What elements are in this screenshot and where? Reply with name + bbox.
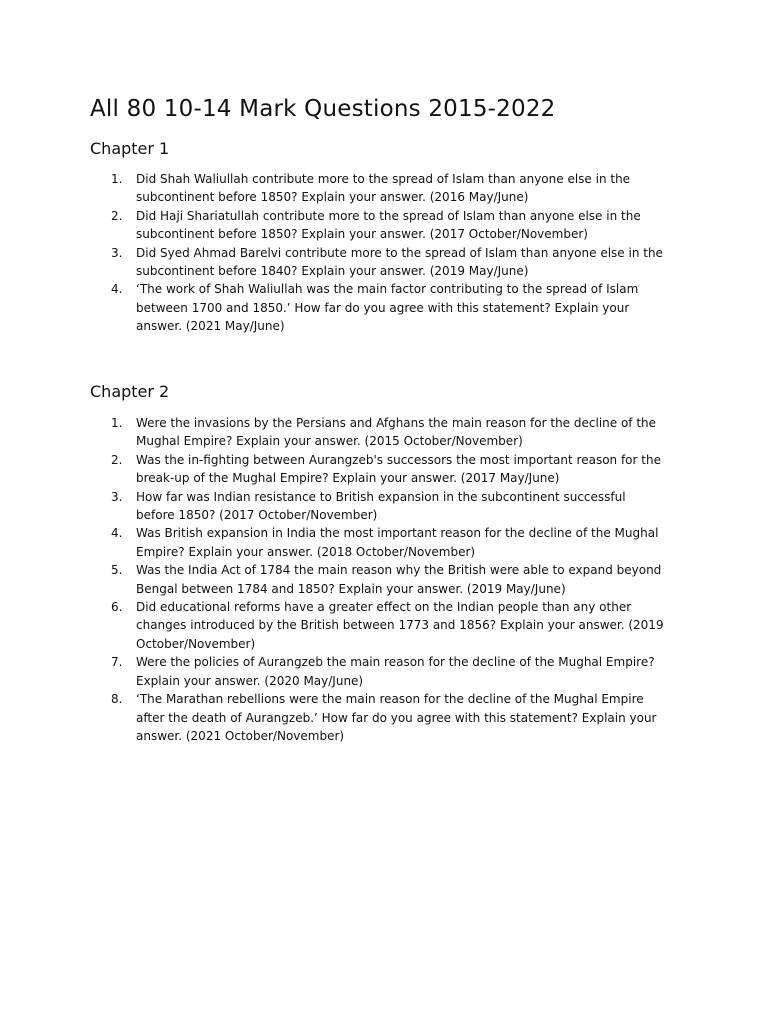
question-text-line: Did Shah Waliullah contribute more to the spread of Islam than anyone else in the (136, 172, 631, 186)
question-text-line: between 1700 and 1850.’ How far do you agree with this statement? Explain your (136, 300, 630, 315)
question-number: 3. (111, 489, 123, 504)
question-item (0, 414, 768, 451)
question-number: 4. (111, 282, 123, 297)
question-text-line: Was the in-fighting between Aurangzeb's successors the most important reason for the (136, 452, 661, 467)
question-text-line: subcontinent before 1850? Explain your answer. (2016 May/June) (136, 190, 529, 205)
question-item (0, 524, 768, 561)
question-text-line: Were the policies of Aurangzeb the main reason for the decline of the Mughal Empire? (136, 655, 655, 670)
chapter-1-question-list (0, 170, 768, 336)
question-text-line: answer. (2021 May/June) (136, 319, 285, 334)
question-number: 1. (111, 172, 123, 186)
question-number: 2. (111, 208, 123, 223)
question-item (0, 598, 768, 653)
question-item (0, 170, 768, 207)
question-number: 7. (111, 655, 123, 670)
question-text-line: break-up of the Mughal Empire? Explain your answer. (2017 May/June) (136, 471, 560, 486)
question-item (0, 280, 768, 335)
question-text (136, 488, 683, 525)
question-number: 5. (111, 563, 123, 578)
question-item (0, 244, 768, 281)
question-item (0, 653, 768, 690)
question-item (0, 690, 768, 745)
question-text (136, 653, 683, 690)
question-text-line: Did Syed Ahmad Barelvi contribute more to the spread of Islam than anyone else in the (136, 245, 663, 260)
question-item (0, 561, 768, 598)
question-text-line: changes introduced by the British between 1773 and 1856? Explain your answer. (2019 (136, 618, 664, 633)
question-text-line: Explain your answer. (2020 May/June) (136, 673, 364, 688)
question-text (136, 690, 683, 745)
question-number: 6. (111, 600, 123, 615)
question-text-line: answer. (2021 October/November) (136, 728, 345, 743)
question-text-line: ‘The Marathan rebellions were the main reason for the decline of the Mughal Empire (136, 692, 644, 707)
question-item (0, 207, 768, 244)
question-text-line: Did Haji Shariatullah contribute more to the spread of Islam than anyone else in the (136, 208, 641, 223)
question-text-line: Empire? Explain your answer. (2018 October/November) (136, 544, 476, 559)
question-text (136, 598, 683, 653)
document-title: All 80 10-14 Mark Questions 2015-2022 (90, 96, 556, 122)
question-text (136, 280, 683, 335)
question-text-line: Were the invasions by the Persians and Afghans the main reason for the decline of the (136, 416, 657, 430)
question-text-line: October/November) (136, 636, 256, 651)
question-text-line: before 1850? (2017 October/November) (136, 508, 378, 523)
question-text (136, 451, 683, 488)
question-text (136, 524, 683, 561)
question-text-line: Mughal Empire? Explain your answer. (2015 October/November) (136, 434, 523, 449)
question-text (136, 207, 683, 244)
question-text-line: subcontinent before 1840? Explain your answer. (2019 May/June) (136, 264, 529, 279)
question-text (136, 561, 683, 598)
question-text-line: subcontinent before 1850? Explain your answer. (2017 October/November) (136, 227, 588, 242)
question-number: 2. (111, 452, 123, 467)
question-item (0, 451, 768, 488)
question-number: 1. (111, 416, 123, 430)
question-text-line: Did educational reforms have a greater effect on the Indian people than any other (136, 600, 632, 615)
question-text-line: Bengal between 1784 and 1850? Explain your answer. (2019 May/June) (136, 581, 566, 596)
question-text-line: How far was Indian resistance to British expansion in the subcontinent successful (136, 489, 626, 504)
question-item (0, 488, 768, 525)
question-text (136, 414, 683, 451)
question-text-line: ‘The work of Shah Waliullah was the main factor contributing to the spread of Islam (136, 282, 639, 297)
chapter-2-heading: Chapter 2 (90, 382, 170, 401)
question-text-line: after the death of Aurangzeb.’ How far do you agree with this statement? Explain your (136, 710, 657, 725)
chapter-2-question-list (0, 414, 768, 745)
question-text-line: Was British expansion in India the most important reason for the decline of the Mughal (136, 526, 659, 541)
question-number: 3. (111, 245, 123, 260)
question-text (136, 170, 683, 207)
chapter-1-heading: Chapter 1 (90, 139, 170, 158)
question-number: 8. (111, 692, 123, 707)
question-text-line: Was the India Act of 1784 the main reason why the British were able to expand beyond (136, 563, 662, 578)
question-text (136, 244, 683, 281)
question-number: 4. (111, 526, 123, 541)
